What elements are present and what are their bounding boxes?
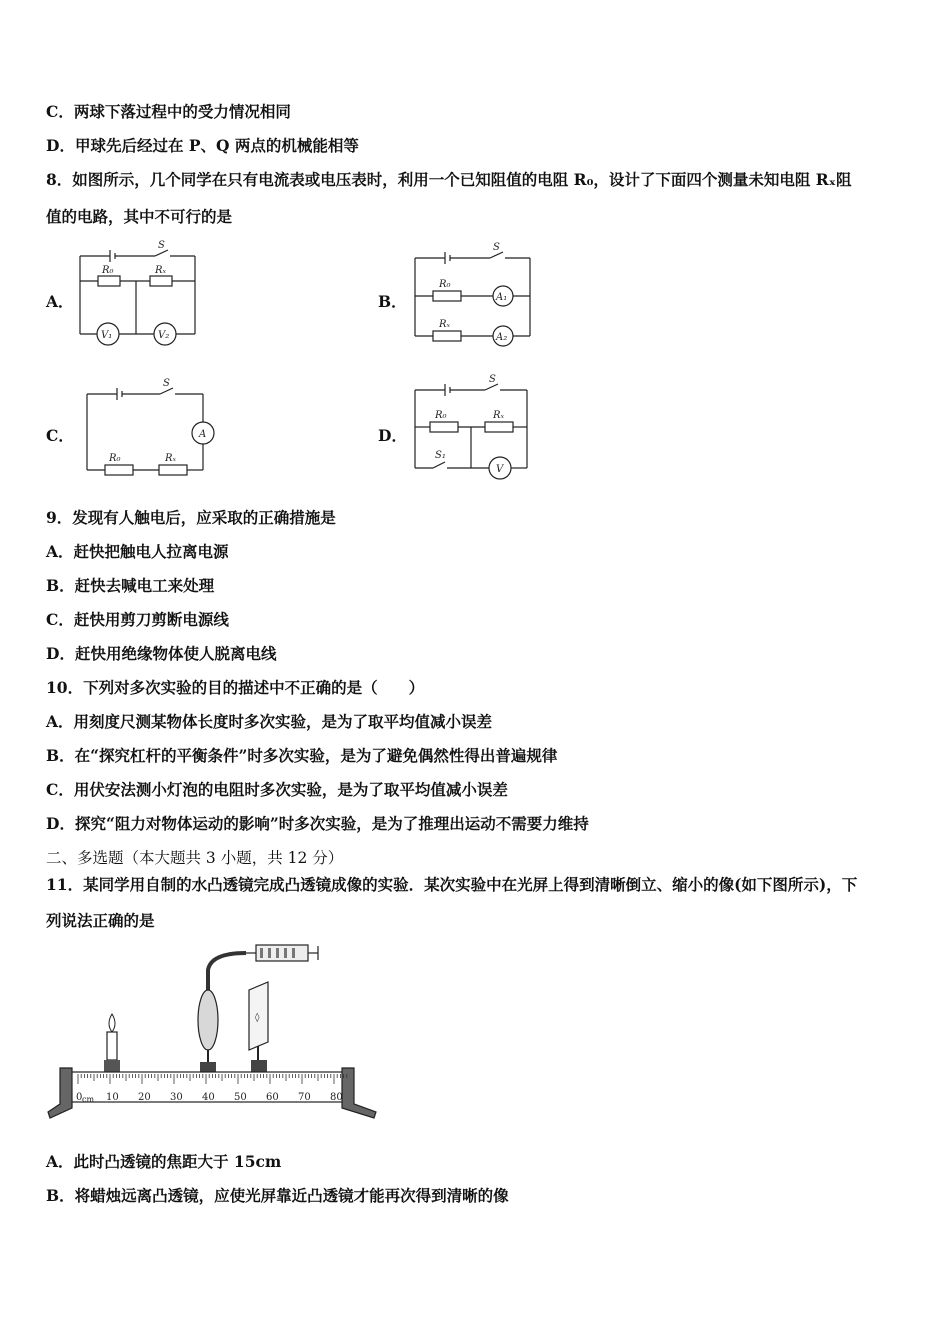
water-lens-icon <box>198 990 218 1074</box>
circuit-a-switch-label: S <box>158 240 165 251</box>
svg-text:◊: ◊ <box>255 1013 260 1023</box>
circuit-b-a2-label: A₂ <box>496 332 508 343</box>
circuit-d-switch-label: S <box>489 374 496 385</box>
circuit-b-rx-label: Rₓ <box>439 319 451 330</box>
circuit-b-switch-label: S <box>493 242 500 253</box>
bench-tick-30: 30 <box>170 1092 183 1103</box>
circuit-c-ammeter-label: A <box>199 429 207 440</box>
q8-option-b-label: B． <box>378 292 407 311</box>
circuit-c-r0-label: R₀ <box>109 453 121 464</box>
bench-tick-70: 70 <box>298 1092 311 1103</box>
light-screen-icon <box>249 982 268 1074</box>
q8-option-d-label: D． <box>378 426 407 445</box>
bench-tick-40: 40 <box>202 1092 215 1103</box>
circuit-a-diagram <box>70 236 206 348</box>
q10-option-d: D．探究“阻力对物体运动的影响”时多次实验，是为了推理出运动不需要力维持 <box>46 814 589 833</box>
circuit-c-switch-label: S <box>163 378 170 389</box>
bench-tick-10: 10 <box>106 1092 119 1103</box>
candle-icon <box>104 1014 120 1074</box>
optical-bench-figure <box>46 940 381 1125</box>
circuit-c-rx-label: Rₓ <box>165 453 177 464</box>
q10-option-c: C．用伏安法测小灯泡的电阻时多次实验，是为了取平均值减小误差 <box>46 780 508 799</box>
q8-option-c-label: C． <box>46 426 74 445</box>
q9-option-d: D．赶快用绝缘物体使人脱离电线 <box>46 644 277 663</box>
q8-option-a-label: A． <box>46 292 74 311</box>
circuit-d-s1-label: S₁ <box>435 450 446 461</box>
q11-option-a: A．此时凸透镜的焦距大于 15cm <box>46 1152 282 1171</box>
section-2-heading: 二、多选题（本大题共 3 小题，共 12 分） <box>46 849 344 867</box>
circuit-d-r0-label: R₀ <box>435 410 447 421</box>
bench-tick-80: 80 <box>330 1092 343 1103</box>
q10-option-b: B．在“探究杠杆的平衡条件”时多次实验，是为了避免偶然性得出普遍规律 <box>46 746 558 765</box>
circuit-b-r0-label: R₀ <box>439 279 451 290</box>
circuit-a-rx-label: Rₓ <box>155 265 167 276</box>
q10-option-a: A．用刻度尺测某物体长度时多次实验，是为了取平均值减小误差 <box>46 712 493 731</box>
q9-option-c: C．赶快用剪刀剪断电源线 <box>46 610 229 629</box>
bench-tick-20: 20 <box>138 1092 151 1103</box>
q7-option-d: D．甲球先后经过在 P、Q 两点的机械能相等 <box>46 136 359 155</box>
circuit-a-r0-label: R₀ <box>102 265 114 276</box>
q8-stem-line2: 值的电路，其中不可行的是 <box>46 207 233 226</box>
q9-option-b: B．赶快去喊电工来处理 <box>46 576 215 595</box>
circuit-b-a1-label: A₁ <box>496 292 508 303</box>
q11-option-b: B．将蜡烛远离凸透镜，应使光屏靠近凸透镜才能再次得到清晰的像 <box>46 1186 509 1205</box>
q11-stem-line1: 11．某同学用自制的水凸透镜完成凸透镜成像的实验．某次实验中在光屏上得到清晰倒立、缩小的像(如下图所示)，下 <box>46 875 858 894</box>
q7-option-c: C．两球下落过程中的受力情况相同 <box>46 102 291 121</box>
q9-option-a: A．赶快把触电人拉离电源 <box>46 542 229 561</box>
circuit-a-v1-label: V₁ <box>101 330 113 341</box>
bench-tick-0: 0 <box>76 1092 83 1103</box>
bench-tick-50: 50 <box>234 1092 247 1103</box>
circuit-b-diagram <box>405 236 541 348</box>
circuit-c-diagram <box>75 372 220 482</box>
q9-stem: 9．发现有人触电后，应采取的正确措施是 <box>46 508 336 527</box>
q10-stem: 10．下列对多次实验的目的描述中不正确的是（ ） <box>46 678 425 697</box>
circuit-a-v2-label: V₂ <box>158 330 170 341</box>
q8-stem-line1: 8．如图所示，几个同学在只有电流表或电压表时，利用一个已知阻值的电阻 R₀，设计了下面四个测量未知电阻 Rₓ阻 <box>46 170 852 189</box>
circuit-d-voltmeter-label: V <box>496 464 504 475</box>
circuit-d-rx-label: Rₓ <box>493 410 505 421</box>
bench-unit-label: cm <box>82 1095 95 1104</box>
q11-stem-line2: 列说法正确的是 <box>46 911 155 930</box>
bench-tick-60: 60 <box>266 1092 279 1103</box>
circuit-d-diagram <box>405 372 540 482</box>
